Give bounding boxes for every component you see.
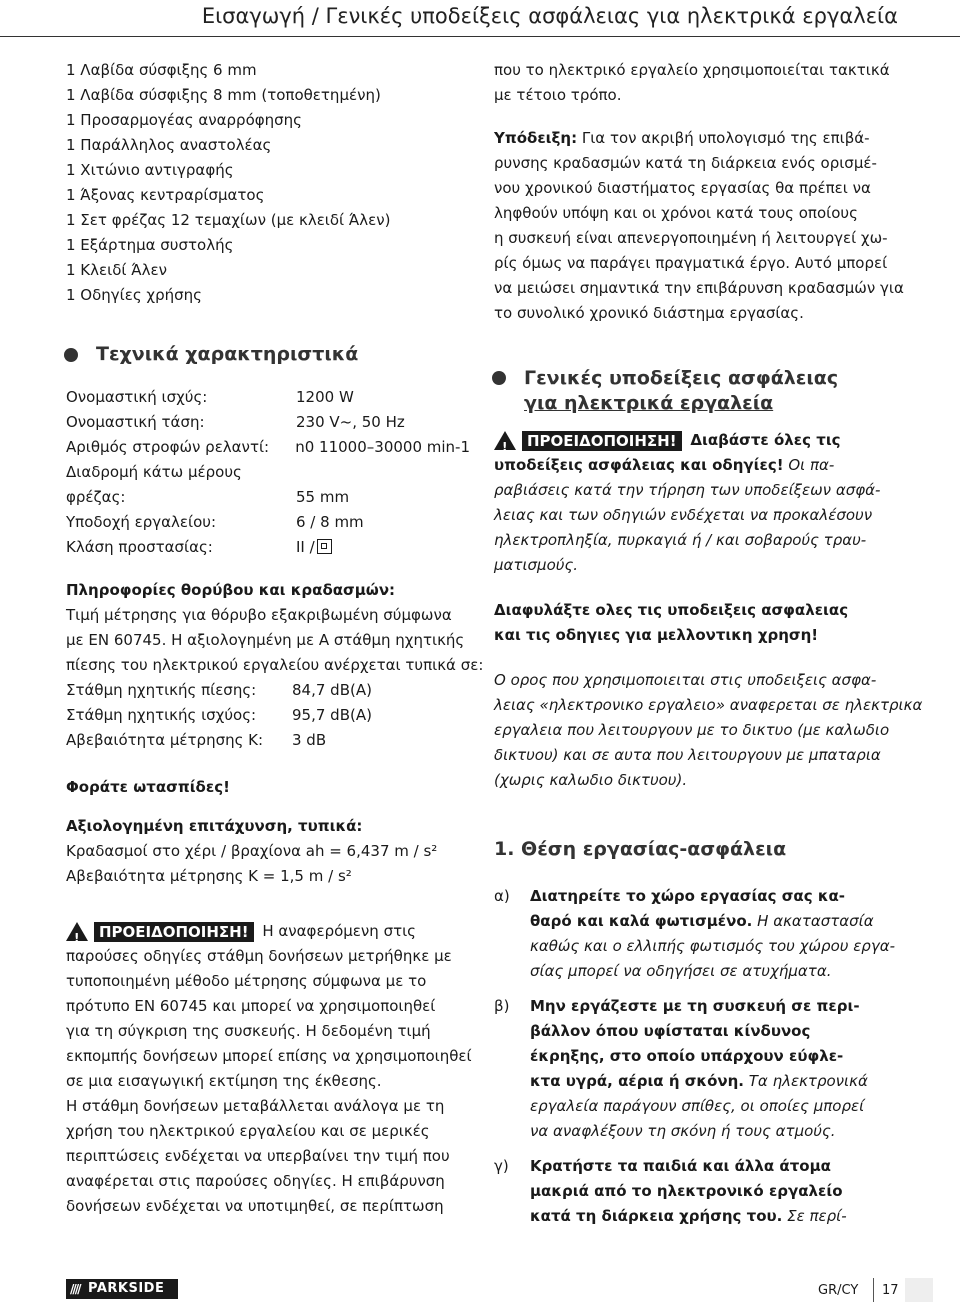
warning-bold-text: Διαβάστε όλες τις — [690, 431, 841, 449]
warning-body — [66, 944, 470, 1219]
warning-bold-text: υποδείξεις ασφάλειας και οδηγίες! — [494, 456, 784, 474]
noise-value: 3 dB — [292, 731, 327, 749]
general-warning-second-line — [494, 453, 906, 478]
page-title: Εισαγωγή / Γενικές υποδείξεις ασφάλειας για ηλεκτρικά εργαλεία — [201, 4, 898, 28]
item-italic-line: εργαλεία παράγουν σπίθες, οι οποίες μπορεί — [530, 1097, 865, 1115]
section1-heading: 1. Θέση εργασίας-ασφάλεια — [494, 838, 787, 860]
page-number: 17 — [882, 1283, 899, 1298]
item-line — [530, 1069, 868, 1094]
spec-key: Αριθμός στροφών ρελαντί: — [66, 438, 270, 456]
contents-list — [66, 58, 470, 308]
item-italic-text: Τα ηλεκτρονικά — [748, 1072, 868, 1090]
bullet-icon — [64, 348, 78, 362]
warning-line: πρότυπο EN 60745 και μπορεί να χρησιμοποιηθεί — [66, 997, 436, 1015]
spec-value: n0 11000–30000 min-1 — [295, 438, 470, 456]
noise-row — [66, 728, 470, 753]
footer-divider — [873, 1278, 874, 1302]
spec-row — [66, 535, 470, 560]
spec-key: Ονομαστική τάση: — [66, 413, 205, 431]
noise-value: 95,7 dB(A) — [292, 706, 372, 724]
tech-heading-text: Τεχνικά χαρακτηριστικά — [96, 343, 359, 365]
safety-heading — [494, 366, 906, 416]
warning-line: τυποποιημένη μέθοδο μέτρησης σύμφωνα με το — [66, 972, 427, 990]
warning-label: ΠΡΟΕΙΔΟΠΟΙΗΣΗ! — [522, 431, 682, 451]
intro-line: με τέτοιο τρόπο. — [494, 86, 622, 104]
item-marker: γ) — [494, 1157, 509, 1175]
hint-label: Υπόδειξη: — [494, 129, 578, 147]
warning-italic-body — [494, 478, 906, 578]
spec-key: φρέζας: — [66, 488, 126, 506]
item-bold-text: βάλλον όπου υφίσταται κίνδυνος — [530, 1022, 811, 1040]
warning-triangle-icon: ! — [66, 922, 88, 941]
spec-key: Κλάση προστασίας: — [66, 538, 213, 556]
term-line: Ο ορος που χρησιμοποιειται στις υποδειξεις ασφα- — [494, 671, 877, 689]
hint-line: η συσκευή είναι απενεργοποιημένη ή λειτουργεί χω- — [494, 229, 888, 247]
spec-value: 6 / 8 mm — [296, 513, 364, 531]
item-line — [530, 1044, 868, 1069]
hint-line: νου χρονικού διαστήματος εργασίας θα πρέπει να — [494, 179, 871, 197]
ear-protection-note: Φοράτε ωτασπίδες! — [66, 778, 230, 796]
noise-row — [66, 703, 470, 728]
footer-tab-marker — [905, 1278, 933, 1302]
vibration-warning — [66, 919, 470, 1219]
intro-text — [494, 58, 906, 108]
item-body — [530, 884, 895, 984]
warning-italic-line: ηλεκτροπληξία, πυρκαγιά ή / και σοβαρούς τραυ- — [494, 531, 867, 549]
warning-label: ΠΡΟΕΙΔΟΠΟΙΗΣΗ! — [94, 922, 254, 942]
spec-row — [66, 460, 470, 485]
warning-line: εκπομπής δονήσεων μπορεί επίσης να χρησιμοποιηθεί — [66, 1047, 472, 1065]
noise-values — [66, 678, 470, 753]
term-definition — [494, 668, 923, 793]
spec-key: Υποδοχή εργαλείου: — [66, 513, 217, 531]
warning-italic-line: ματισμούς. — [494, 556, 579, 574]
noise-text-line: πίεσης του ηλεκτρικού εργαλείου ανέρχεται τυπικά σε: — [66, 656, 484, 674]
spec-key: Διαδρομή κάτω μέρους — [66, 463, 242, 481]
term-line: λειας «ηλεκτρονικο εργαλειο» αναφερεται σε ηλεκτρικα — [494, 696, 923, 714]
warning-first-line — [66, 919, 470, 944]
term-line: εργαλεια που λειτουργουν με το δικτυο (με καλωδιο — [494, 721, 890, 739]
item-italic-line: καθώς και ο ελλιπής φωτισμός του χώρου εργα- — [530, 937, 896, 955]
double-insulation-icon — [317, 539, 332, 554]
contents-item: 1 Οδηγίες χρήσης — [66, 286, 202, 304]
spec-value: 230 V~, 50 Hz — [296, 413, 405, 431]
accel-line: Κραδασμοί στο χέρι / βραχίονα ah = 6,437 m / s² — [66, 842, 438, 860]
warning-line: για τη σύγκριση της συσκευής. Η δεδομένη τιμή — [66, 1022, 431, 1040]
keep-instructions — [494, 598, 906, 648]
spec-row — [66, 510, 470, 535]
noise-text-line: με EN 60745. Η αξιολογημένη με A στάθμη ηχητικής — [66, 631, 465, 649]
safety-heading-line: Γενικές υποδείξεις ασφάλειας — [524, 367, 839, 389]
item-line — [530, 1204, 847, 1229]
item-bold-text: κτα υγρά, αέρια ή σκόνη. — [530, 1072, 744, 1090]
right-column — [494, 58, 923, 1239]
item-bold-text: Μην εργάζεστε με τη συσκευή σε περι- — [530, 997, 860, 1015]
warning-line: αναφέρεται στις παρούσες οδηγίες. Η επιβάρυνση — [66, 1172, 445, 1190]
spec-row — [66, 385, 470, 410]
warning-line: παρούσες οδηγίες στάθμη δονήσεων μετρήθηκε με — [66, 947, 452, 965]
hint-first-line — [494, 126, 906, 151]
item-italic-line: σίας μπορεί να οδηγήσει σε ατυχήματα. — [530, 962, 832, 980]
safety-items — [494, 884, 906, 1229]
hint-line: ρίς όμως να παράγει πραγματικά έργο. Αυτό μπορεί — [494, 254, 888, 272]
item-bold-text: Διατηρείτε το χώρο εργασίας σας κα- — [530, 887, 846, 905]
item-line — [530, 1154, 847, 1179]
noise-key: Αβεβαιότητα μέτρησης K: — [66, 731, 264, 749]
item-line — [530, 1019, 868, 1044]
warning-line: Η στάθμη δονήσεων μεταβάλλεται ανάλογα με τη — [66, 1097, 445, 1115]
item-body — [530, 994, 868, 1144]
intro-line: που το ηλεκτρικό εργαλείο χρησιμοποιείται τακτικά — [494, 61, 890, 79]
contents-item: 1 Παράλληλος αναστολέας — [66, 136, 272, 154]
noise-value: 84,7 dB(A) — [292, 681, 372, 699]
contents-item: 1 Κλειδί Άλεν — [66, 261, 167, 279]
item-bold-text: Κρατήστε τα παιδιά και άλλα άτομα — [530, 1157, 831, 1175]
hint-line: ρυνσης κραδασμών κατά τη διάρκεια ενός ορισμέ- — [494, 154, 877, 172]
hint-line: το συνολικό χρονικό διάστημα εργασίας. — [494, 304, 804, 322]
warning-line: περιπτώσεις ενδέχεται να υπερβαίνει την τιμή που — [66, 1147, 450, 1165]
spec-value: 55 mm — [296, 488, 350, 506]
general-warning-first-line — [494, 428, 906, 453]
warning-line: δονήσεων ενδέχεται να υποτιμηθεί, σε περίπτωση — [66, 1197, 444, 1215]
safety-heading-line: για ηλεκτρικά εργαλεία — [524, 392, 774, 414]
contents-item: 1 Άξονας κεντραρίσματος — [66, 186, 265, 204]
noise-key: Στάθμη ηχητικής πίεσης: — [66, 681, 257, 699]
tech-heading — [66, 342, 470, 367]
accel-line: Αβεβαιότητα μέτρησης K = 1,5 m / s² — [66, 867, 352, 885]
warning-line: σε μια εισαγωγική εκτίμηση της έκθεσης. — [66, 1072, 382, 1090]
contents-item: 1 Λαβίδα σύσφιξης 8 mm (τοποθετημένη) — [66, 86, 381, 104]
bullet-icon — [492, 371, 506, 385]
spec-row — [66, 435, 470, 460]
item-line — [530, 994, 868, 1019]
keep-line: Διαφυλάξτε ολες τις υποδειξεις ασφαλειας — [494, 601, 849, 619]
item-italic-line: να αναφλέξουν τη σκόνη ή τους ατμούς. — [530, 1122, 836, 1140]
item-line — [530, 884, 895, 909]
parkside-logo: //// PARKSIDE — [66, 1279, 178, 1299]
contents-item: 1 Χιτώνιο αντιγραφής — [66, 161, 234, 179]
item-line — [530, 1179, 847, 1204]
hint-line: να μειώσει σημαντικά την επιβάρυνση κραδασμών για — [494, 279, 904, 297]
protection-class-text: II / — [296, 538, 315, 556]
item-marker: β) — [494, 997, 510, 1015]
general-warning — [494, 428, 906, 578]
accel-values — [66, 839, 470, 889]
contents-item: 1 Προσαρμογέας αναρρόφησης — [66, 111, 302, 129]
spec-value — [296, 535, 332, 560]
spec-row — [66, 410, 470, 435]
contents-item: 1 Εξάρτημα συστολής — [66, 236, 234, 254]
warning-badge — [66, 922, 258, 945]
accel-heading: Αξιολογημένη επιτάχυνση, τυπικά: — [66, 817, 363, 835]
item-bold-text: θαρό και καλά φωτισμένο. — [530, 912, 753, 930]
item-bold-text: έκρηξης, στο οποίο υπάρχουν εύφλε- — [530, 1047, 844, 1065]
item-italic-text: Η ακαταστασία — [757, 912, 874, 930]
noise-key: Στάθμη ηχητικής ισχύος: — [66, 706, 257, 724]
warning-italic-text: Οι πα- — [788, 456, 835, 474]
item-line — [530, 909, 895, 934]
page-header — [0, 0, 960, 37]
item-body — [530, 1154, 847, 1229]
contents-item: 1 Λαβίδα σύσφιξης 6 mm — [66, 61, 257, 79]
hint-block — [494, 126, 906, 326]
hint-text: Για τον ακριβή υπολογισμό της επιβά- — [581, 129, 870, 147]
safety-heading-text — [524, 366, 838, 416]
noise-heading: Πληροφορίες θορύβου και κραδασμών: — [66, 581, 396, 599]
item-bold-text: κατά τη διάρκεια χρήσης του. — [530, 1207, 783, 1225]
spec-row — [66, 485, 470, 510]
warning-triangle-icon: ! — [494, 431, 516, 450]
keep-line: και τις οδηγιες για μελλοντικη χρηση! — [494, 626, 819, 644]
hint-line: ληφθούν υπόψη και οι χρόνοι κατά τους οποίους — [494, 204, 858, 222]
item-marker: α) — [494, 887, 510, 905]
safety-item — [494, 884, 906, 984]
noise-row — [66, 678, 470, 703]
warning-italic-line: ραβιάσεις κατά την τήρηση των υποδείξεων ασφά- — [494, 481, 881, 499]
warning-text: Η αναφερόμενη στις — [262, 922, 416, 940]
warning-line: χρήση του ηλεκτρικού εργαλείου και σε μερικές — [66, 1122, 430, 1140]
noise-text-line: Τιμή μέτρησης για θόρυβο εξακριβωμένη σύμφωνα — [66, 606, 452, 624]
contents-item: 1 Σετ φρέζας 12 τεμαχίων (με κλειδί Άλεν) — [66, 211, 391, 229]
spec-table — [66, 385, 470, 560]
noise-text — [66, 603, 484, 678]
term-line: (χωρις καλωδιο δικτυου). — [494, 771, 688, 789]
language-code: GR/CY — [818, 1283, 859, 1298]
safety-item — [494, 1154, 906, 1229]
warning-badge — [494, 431, 686, 454]
term-line: δικτυου) και σε αυτα που λειτουργουν με μπαταρια — [494, 746, 881, 764]
spec-value: 1200 W — [296, 388, 354, 406]
left-column — [66, 58, 484, 1219]
safety-item — [494, 994, 906, 1144]
warning-italic-line: λειας και των οδηγιών ενδέχεται να προκαλέσουν — [494, 506, 873, 524]
spec-key: Ονομαστική ισχύς: — [66, 388, 208, 406]
item-italic-text: Σε περί- — [787, 1207, 847, 1225]
item-bold-text: μακριά από το ηλεκτρονικό εργαλείο — [530, 1182, 843, 1200]
hint-body — [494, 151, 906, 326]
